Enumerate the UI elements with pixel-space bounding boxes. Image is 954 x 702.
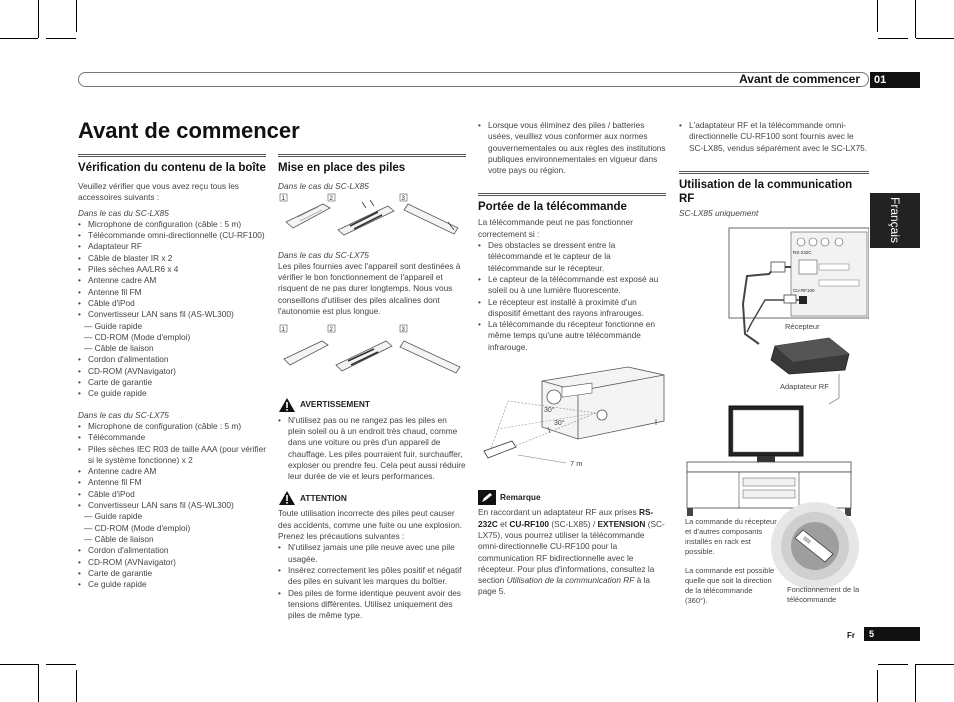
accessory-item: • Adaptateur RF xyxy=(78,241,266,252)
lx75-label: Dans le cas du SC-LX75 xyxy=(78,409,169,420)
range-conditions-list xyxy=(478,240,666,353)
remote-range-diagram xyxy=(478,361,666,479)
tv-illustration xyxy=(729,406,803,462)
contents-intro: Veuillez vérifier que vous avez reçu tous les accessoires suivants : xyxy=(78,181,239,203)
remote-control-illustration xyxy=(484,441,516,458)
header-title: Avant de commencer xyxy=(739,72,860,86)
remote-operation-label: Fonctionnement de la télécommande xyxy=(787,585,860,604)
step-2 xyxy=(328,194,394,235)
crop-mark xyxy=(38,0,39,38)
crop-mark xyxy=(76,670,77,702)
step-1 xyxy=(280,194,330,228)
battery-lx75-illustration xyxy=(278,323,466,379)
caution-list xyxy=(278,542,466,621)
accessory-item: • Carte de garantie xyxy=(78,568,266,579)
receiver-rear-panel xyxy=(791,232,867,316)
crop-mark xyxy=(916,38,954,39)
lx75-accessory-list xyxy=(78,421,266,590)
accessory-item: — CD-ROM (Mode d'emploi) xyxy=(84,331,191,342)
accessory-item: • Antenne cadre AM xyxy=(78,275,266,286)
footer-lang: Fr xyxy=(847,631,855,640)
rf-adapter-label: Adaptateur RF xyxy=(780,382,829,391)
page-reference-link[interactable]: Utilisation de la communication RF xyxy=(506,575,635,586)
note-title: Remarque xyxy=(500,492,541,503)
section-rule xyxy=(78,154,266,157)
range-condition-item: • Le récepteur est installé à proximité d'un dispositif émettant des rayons infrarouges. xyxy=(478,297,666,320)
step-3-number: 3 xyxy=(401,327,405,334)
section-rule xyxy=(278,154,466,157)
crop-mark xyxy=(916,664,954,665)
page-title: Avant de commencer xyxy=(78,118,300,143)
lx85-accessory-list xyxy=(78,219,266,400)
remote-step-3 xyxy=(400,341,460,373)
section-heading-remote-range: Portée de la télécommande xyxy=(478,201,627,214)
caution-item: • N'utilisez jamais une pile neuve avec une pile usagée. xyxy=(278,542,466,565)
accessory-item: • Câble d'iPod xyxy=(78,298,266,309)
section-rule xyxy=(679,171,869,174)
rs232c-port-label: RS-232C xyxy=(793,250,812,255)
rf-adapter-illustration xyxy=(771,338,849,374)
step-3-number: 3 xyxy=(401,196,405,203)
column-rf xyxy=(679,120,869,219)
crop-mark xyxy=(46,38,76,39)
direction-caption: La commande est possible quelle que soit la direction de la télécommande (360°). xyxy=(685,566,775,605)
rf-subtitle: SC-LX85 uniquement xyxy=(679,207,759,218)
section-heading-batteries: Mise en place des piles xyxy=(278,162,406,174)
accessory-item: — CD-ROM (Mode d'emploi) xyxy=(84,522,191,533)
accessory-item: • Piles sèches IEC R03 de taille AAA (pour vérifier si le système fonctionne) x 2 xyxy=(78,444,266,467)
warning-list xyxy=(278,415,466,483)
section-rule xyxy=(478,193,666,196)
accessory-item: • Microphone de configuration (câble : 5 m) xyxy=(78,219,266,230)
accessory-item: • Antenne fil FM xyxy=(78,477,266,488)
lx85-label: Dans le cas du SC-LX85 xyxy=(78,207,169,218)
warning-item: • N'utilisez pas ou ne rangez pas les piles en plein soleil ou à un endroit très chaud, comme dans une voiture ou près d'un appareil de chauffage. Les piles pourraient fuir, surchauffer, exploser ou prendre feu. Cela peut aussi réduire leur durée de vie et leurs performances. xyxy=(278,415,466,483)
crop-mark xyxy=(877,670,878,702)
disposal-item: • Lorsque vous éliminez des piles / batteries usées, veuillez vous conformer aux normes gouvernementales ou aux règles des institutions publiques environnementales en vigueur dans votre pays ou région. xyxy=(478,120,666,176)
page-number: 5 xyxy=(864,627,920,641)
disposal-list xyxy=(478,120,666,176)
angle-top-label: 30° xyxy=(544,407,555,415)
rf-availability-list xyxy=(679,120,869,154)
remote-step-2 xyxy=(336,341,392,371)
section-heading-rf: Utilisation de la communication RF xyxy=(679,178,853,205)
step-1-number: 1 xyxy=(281,327,285,334)
warning-icon xyxy=(278,397,296,413)
accessory-item: • Ce guide rapide xyxy=(78,388,266,399)
range-condition-item: • La télécommande du récepteur fonctionne en même temps qu'une autre télécommande infrarouge. xyxy=(478,319,666,353)
battery-lx75-label: Dans le cas du SC-LX75 xyxy=(278,249,369,260)
battery-lx75-text: Les piles fournies avec l'appareil sont destinées à vérifier le bon fonctionnement de l'appareil et risquent de ne pas durer longtemps. Nous vous conseillons d'utiliser des piles alcalines dont l'autonomie est plus longue. xyxy=(278,260,461,317)
section-heading-contents: Vérification du contenu de la boîte xyxy=(78,162,266,174)
crop-mark xyxy=(915,0,916,38)
crop-mark xyxy=(878,38,908,39)
accessory-item: • Convertisseur LAN sans fil (AS-WL300) xyxy=(78,309,266,320)
accessory-item: • CD-ROM (AVNavigator) xyxy=(78,557,266,568)
column-remote-range xyxy=(478,120,666,598)
accessory-item: • Cordon d'alimentation xyxy=(78,545,266,556)
accessory-item: • Télécommande omni-directionnelle (CU-RF100) xyxy=(78,230,266,241)
rf-connection-diagram xyxy=(679,224,869,619)
crop-mark xyxy=(46,664,76,665)
caution-icon xyxy=(278,490,296,506)
caution-item: • Des piles de forme identique peuvent avoir des tensions différentes. Utilisez uniquement des piles de même type. xyxy=(278,588,466,622)
step-2-number: 2 xyxy=(329,327,333,334)
accessory-item: • Piles sèches AA/LR6 x 4 xyxy=(78,264,266,275)
column-contents xyxy=(78,154,266,590)
note-icon xyxy=(478,490,496,505)
caution-title: ATTENTION xyxy=(300,492,347,503)
battery-lx85-illustration xyxy=(278,192,466,244)
accessory-item: • CD-ROM (AVNavigator) xyxy=(78,366,266,377)
receiver-illustration xyxy=(542,367,664,439)
crop-mark xyxy=(877,0,878,32)
language-tab xyxy=(870,193,920,248)
rack-caption: La commande du récepteur et d'autres composants installés en rack est possible. xyxy=(685,517,777,556)
caution-intro: Toute utilisation incorrecte des piles peut causer des accidents, comme une fuite ou une explosion. Prenez les précautions suivantes : xyxy=(278,508,463,542)
accessory-item: — Guide rapide xyxy=(84,320,143,331)
warning-title: AVERTISSEMENT xyxy=(300,399,370,410)
crop-mark xyxy=(0,38,38,39)
step-2-number: 2 xyxy=(329,196,333,203)
accessory-item: • Carte de garantie xyxy=(78,377,266,388)
warning-heading xyxy=(278,397,466,413)
column-batteries xyxy=(278,154,466,621)
range-intro: La télécommande peut ne pas fonctionner correctement si : xyxy=(478,217,633,239)
accessory-item: • Convertisseur LAN sans fil (AS-WL300) xyxy=(78,500,266,511)
note-heading xyxy=(478,490,666,505)
rf-availability-item: • L'adaptateur RF et la télécommande omni-directionnelle CU-RF100 sont fournis avec le SC-LX85, vendus séparément avec le SC-LX75. xyxy=(679,120,869,154)
crop-mark xyxy=(76,0,77,32)
range-condition-item: • Des obstacles se dressent entre la télécommande et le capteur de la télécommande sur le récepteur. xyxy=(478,240,666,274)
caution-heading xyxy=(278,490,466,506)
curf100-port-label: CU-RF100 xyxy=(793,288,815,293)
distance-label: 7 m xyxy=(570,459,583,469)
crop-mark xyxy=(915,664,916,702)
crop-mark xyxy=(0,664,38,665)
crop-mark xyxy=(38,664,39,702)
accessory-item: • Microphone de configuration (câble : 5 m) xyxy=(78,421,266,432)
accessory-item: • Câble de blaster IR x 2 xyxy=(78,253,266,264)
crop-mark xyxy=(878,664,908,665)
accessory-item: — Guide rapide xyxy=(84,511,143,522)
caution-item: • Insérez correctement les pôles positif et négatif des piles en suivant les marques du boîtier. xyxy=(278,565,466,588)
receiver-label: Récepteur xyxy=(785,322,820,331)
accessory-item: • Cordon d'alimentation xyxy=(78,354,266,365)
step-3 xyxy=(400,194,458,234)
step-1-number: 1 xyxy=(281,196,285,203)
accessory-item: • Télécommande xyxy=(78,432,266,443)
accessory-item: — Câble de liaison xyxy=(84,533,154,544)
range-condition-item: • Le capteur de la télécommande est exposé au soleil ou à une lumière fluorescente. xyxy=(478,274,666,297)
accessory-item: — Câble de liaison xyxy=(84,343,154,354)
angle-bottom-label: 30° xyxy=(554,420,565,428)
language-tab-label: Français xyxy=(888,197,902,244)
battery-lx85-label: Dans le cas du SC-LX85 xyxy=(278,181,369,191)
remote-step-1 xyxy=(284,341,328,365)
accessory-item: • Antenne cadre AM xyxy=(78,466,266,477)
accessory-item: • Ce guide rapide xyxy=(78,579,266,590)
chapter-number: 01 xyxy=(870,72,920,88)
accessory-item: • Câble d'iPod xyxy=(78,489,266,500)
accessory-item: • Antenne fil FM xyxy=(78,287,266,298)
note-text: En raccordant un adaptateur RF aux prises RS-232C et CU-RF100 (SC-LX85) / EXTENSION (SC-LX75), vous pourrez utiliser la télécommande omni-directionnelle CU-RF100 pour la communication RF bidirectionnelle avec le récepteur. Pour plus d'informations, consultez la section Utilisation de la communication RF à la page 5. xyxy=(478,507,665,597)
